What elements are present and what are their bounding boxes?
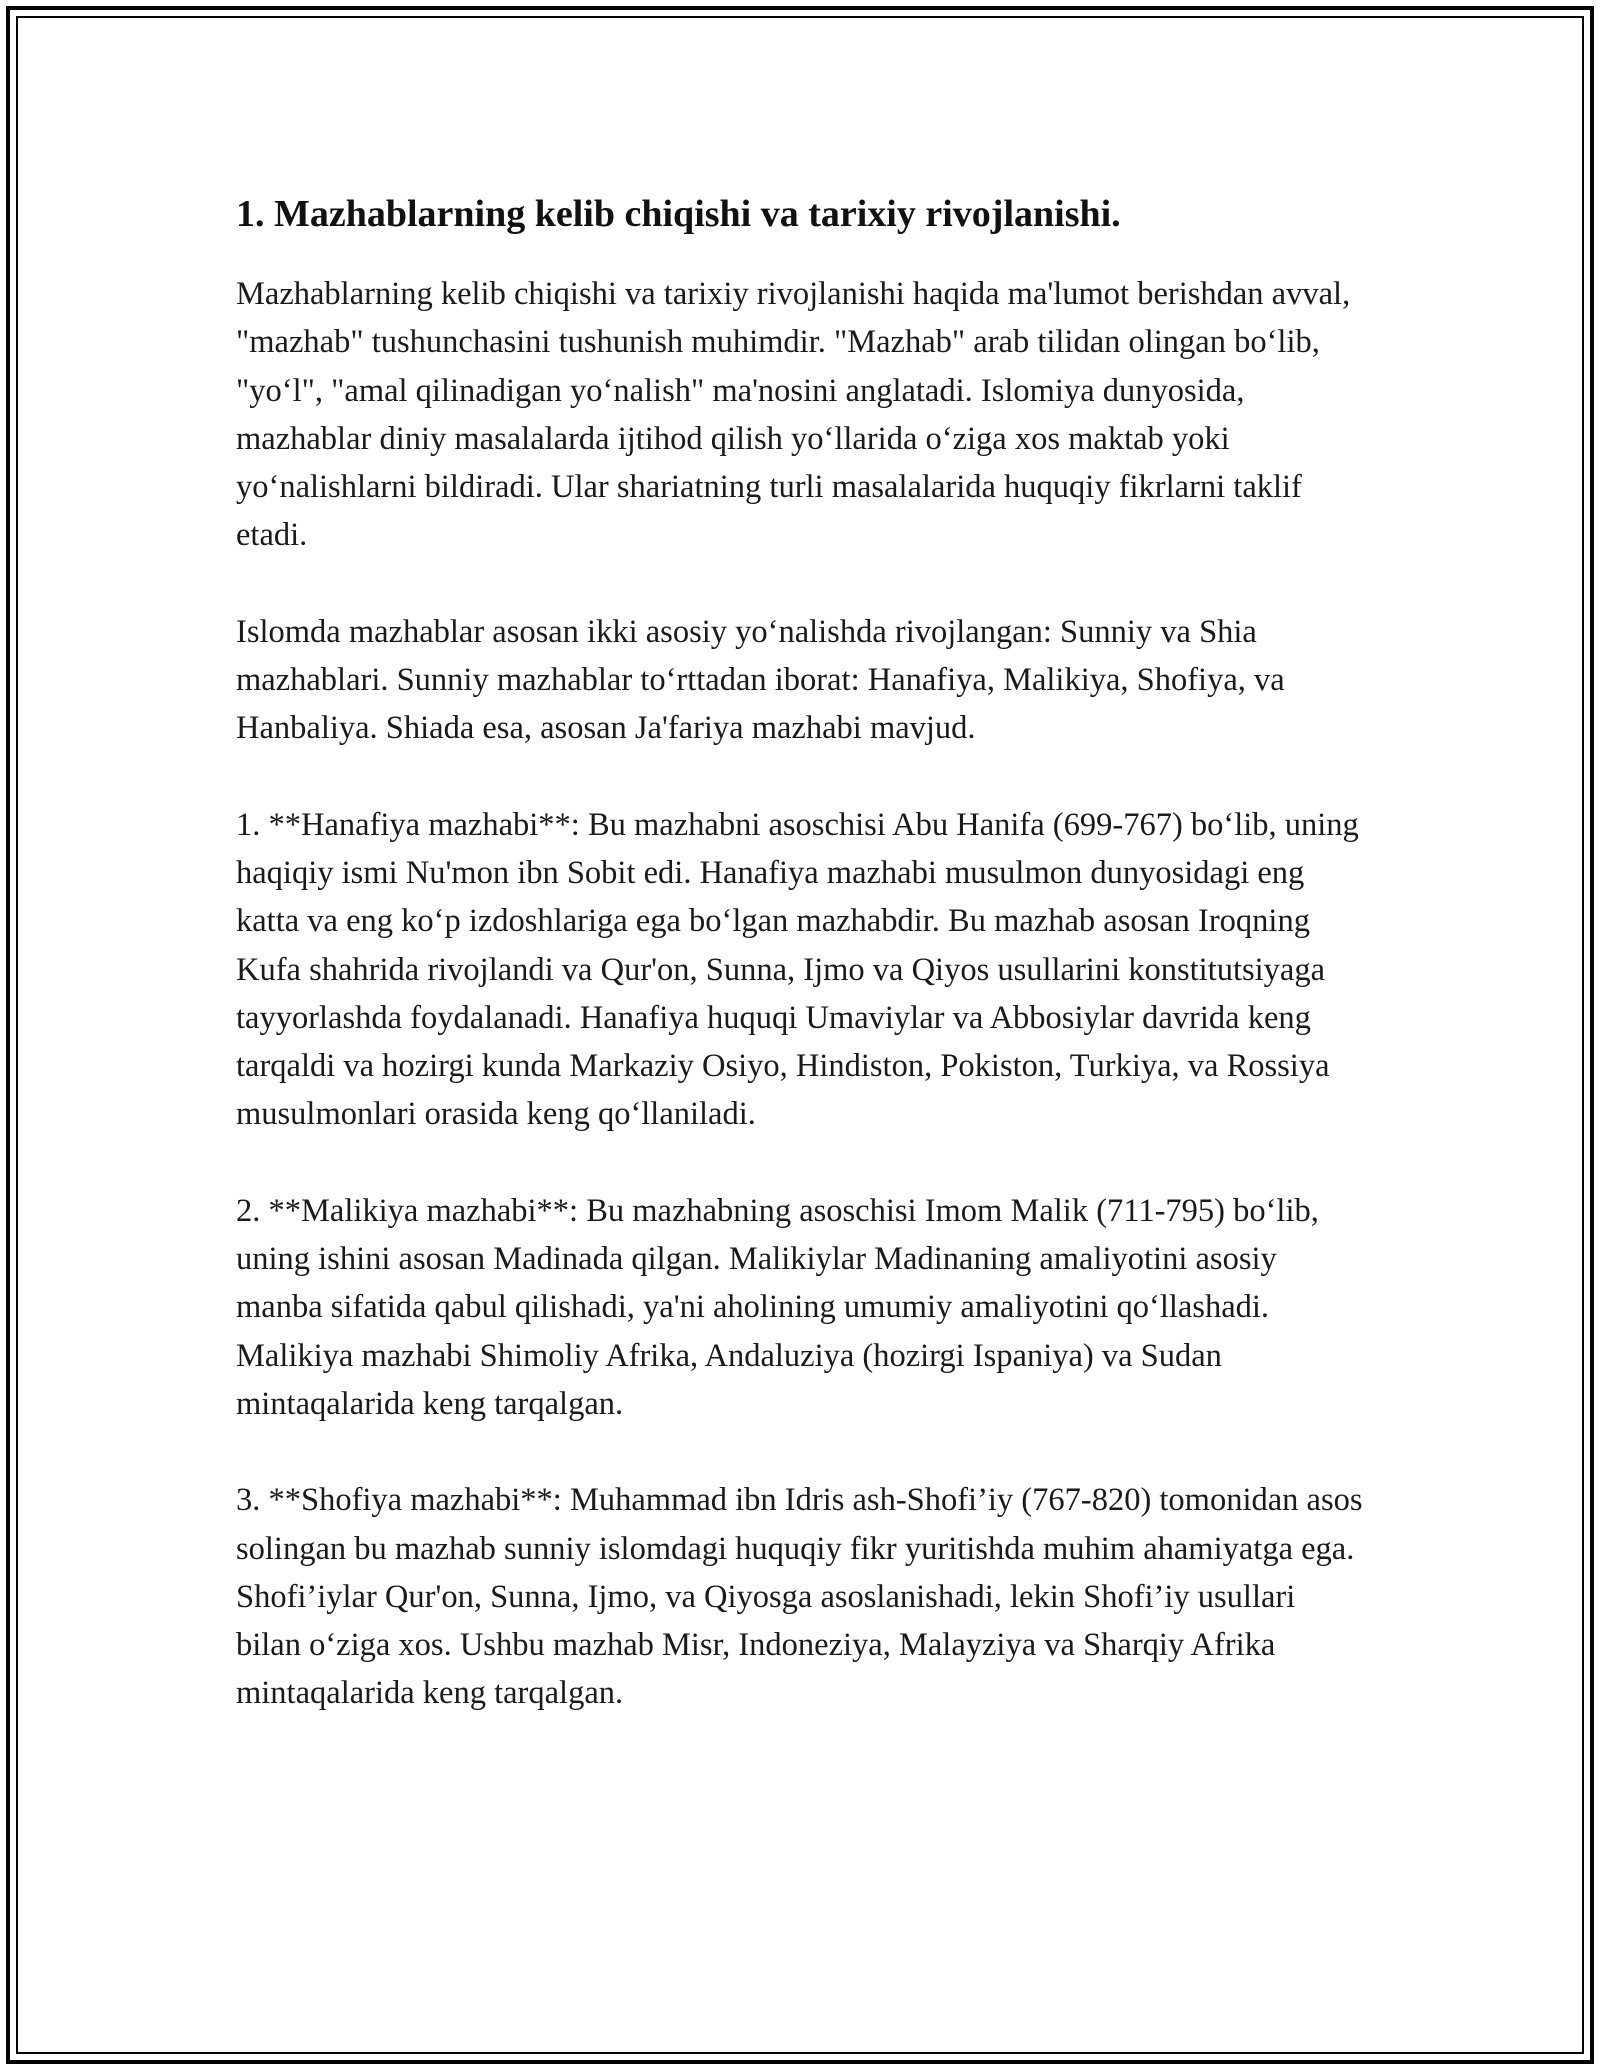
paragraph-malikiya: 2. **Malikiya mazhabi**: Bu mazhabning asoschisi Imom Malik (711-795) bo‘lib, uning ishini asosan Madinada qilgan. Malikiylar Madinaning amaliyotini asosiy manba sifatida qabul qilishadi, ya'ni aholining umumiy amaliyotini qo‘llashadi. Malikiya mazhabi Shimoliy Afrika, Andaluziya (hozirgi Ispaniya) va Sudan mintaqalarida keng tarqalgan. (236, 1192, 1319, 1422)
paragraph-shofiya: 3. **Shofiya mazhabi**: Muhammad ibn Idris ash-Shofi’iy (767-820) tomonidan asos solingan bu mazhab sunniy islomdagi huquqiy fikr yuritishda muhim ahamiyatga ega. Shofi’iylar Qur'on, Sunna, Ijmo, va Qiyosga asoslanishadi, lekin Shofi’iy usullari bilan o‘ziga xos. Ushbu mazhab Misr, Indoneziya, Malayziya va Sharqiy Afrika mintaqalarida keng tarqalgan. (236, 1482, 1363, 1712)
paragraph-intro: Mazhablarning kelib chiqishi va tarixiy rivojlanishi haqida ma'lumot berishdan avval, "mazhab" tushunchasini tushunish muhimdir. "Mazhab" arab tilidan olingan bo‘lib, "yo‘l", "amal qilinadigan yo‘nalish" ma'nosini anglatadi. Islomiya dunyosida, mazhablar diniy masalalarda ijtihod qilish yo‘llarida o‘ziga xos maktab yoki yo‘nalishlarni bildiradi. Ular shariatning turli masalalarida huquqiy fikrlarni taklif etadi. (236, 276, 1351, 554)
document-body (236, 186, 1366, 1766)
paragraph-hanafiya: 1. **Hanafiya mazhabi**: Bu mazhabni asoschisi Abu Hanifa (699-767) bo‘lib, uning haqiqiy ismi Nu'mon ibn Sobit edi. Hanafiya mazhabi musulmon dunyosidagi eng katta va eng ko‘p izdoshlariga ega bo‘lgan mazhabdir. Bu mazhab asosan Iroqning Kufa shahrida rivojlandi va Qur'on, Sunna, Ijmo va Qiyos usullarini konstitutsiyaga tayyorlashda foydalanadi. Hanafiya huquqi Umaviylar va Abbosiylar davrida keng tarqaldi va hozirgi kunda Markaziy Osiyo, Hindiston, Pokiston, Turkiya, va Rossiya musulmonlari orasida keng qo‘llaniladi. (236, 806, 1359, 1133)
paragraph-overview: Islomda mazhablar asosan ikki asosiy yo‘nalishda rivojlangan: Sunniy va Shia mazhablari. Sunniy mazhablar to‘rttadan iborat: Hanafiya, Malikiya, Shofiya, va Hanbaliya. Shiada esa, asosan Ja'fariya mazhabi mavjud. (236, 613, 1285, 747)
document-title: 1. Mazhablarning kelib chiqishi va tarixiy rivojlanishi. (236, 193, 1121, 235)
